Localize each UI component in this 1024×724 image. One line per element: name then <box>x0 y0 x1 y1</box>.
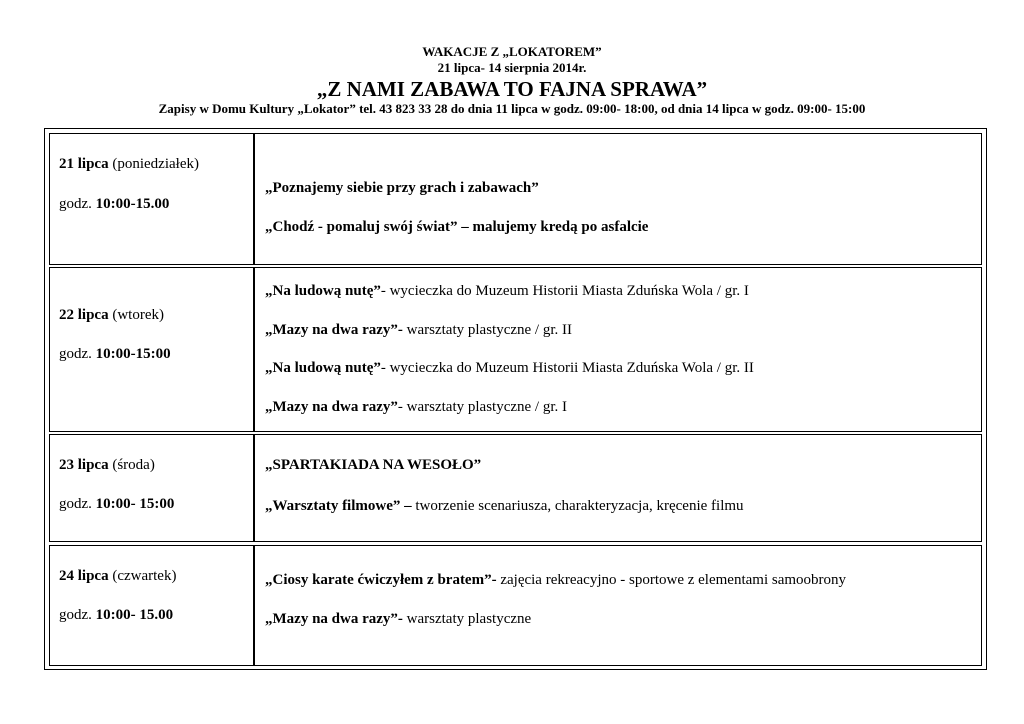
event-description: - warsztaty plastyczne / gr. I <box>397 399 568 415</box>
event-description: warsztaty plastyczne / gr. II <box>402 322 573 338</box>
weekday-label: (wtorek) <box>112 307 164 323</box>
weekday-label: (poniedziałek) <box>112 156 199 172</box>
event-title: „Warsztaty filmowe” – <box>265 498 412 514</box>
event-title: „Chodź - pomaluj swój świat” – malujemy kredą po asfalcie <box>265 219 649 235</box>
hours-value: 10:00-15.00 <box>95 196 170 212</box>
date-cell <box>49 434 254 542</box>
event-description: - wycieczka do Muzeum Historii Miasta Zduńska Wola / gr. I <box>380 283 749 299</box>
table-row <box>45 434 986 542</box>
weekday-label: (czwartek) <box>112 568 177 584</box>
date-label: 21 lipca <box>59 156 109 172</box>
hours-prefix: godz. <box>59 346 92 362</box>
hours-prefix: godz. <box>59 496 92 512</box>
document-header <box>0 44 1024 117</box>
date-line <box>59 156 199 173</box>
hours-value: 10:00- 15:00 <box>95 496 175 512</box>
weekday-label: (środa) <box>112 457 155 473</box>
date-label: 22 lipca <box>59 307 109 323</box>
event-title: „Mazy na dwa razy”- <box>265 322 403 338</box>
hours-line <box>59 346 171 363</box>
event-description: warsztaty plastyczne <box>402 611 532 627</box>
date-line <box>59 568 176 585</box>
hours-line <box>59 496 174 513</box>
event-item <box>265 399 567 416</box>
schedule-table <box>44 128 987 670</box>
date-label: 24 lipca <box>59 568 109 584</box>
event-item <box>265 322 572 339</box>
event-item <box>265 457 481 474</box>
header-line-dates: 21 lipca- 14 sierpnia 2014r. <box>437 60 587 75</box>
event-title: „Mazy na dwa razy” <box>265 399 398 415</box>
event-item <box>265 572 846 589</box>
event-title: „Na ludową nutę” <box>265 360 381 376</box>
hours-value: 10:00- 15.00 <box>95 607 174 623</box>
date-label: 23 lipca <box>59 457 109 473</box>
events-cell <box>254 133 982 265</box>
page-title: „Z NAMI ZABAWA TO FAJNA SPRAWA” <box>316 77 708 101</box>
date-line <box>59 457 155 474</box>
event-title: „Ciosy karate ćwiczyłem z bratem”- <box>265 572 497 588</box>
events-cell <box>254 434 982 542</box>
events-cell <box>254 545 982 666</box>
event-description: zajęcia rekreacyjno - sportowe z elementami samoobrony <box>496 572 847 588</box>
event-item <box>265 611 531 628</box>
hours-value: 10:00-15:00 <box>95 346 171 362</box>
event-title: „SPARTAKIADA NA WESOŁO” <box>265 457 482 473</box>
date-cell <box>49 545 254 666</box>
table-row <box>45 267 986 432</box>
hours-prefix: godz. <box>59 196 92 212</box>
date-line <box>59 307 164 324</box>
date-cell <box>49 267 254 432</box>
hours-line <box>59 196 169 213</box>
header-line-holiday: WAKACJE Z „LOKATOREM” <box>422 44 602 59</box>
header-line-registration: Zapisy w Domu Kultury „Lokator” tel. 43 823 33 28 do dnia 11 lipca w godz. 09:00- 18:00, od dnia 14 lipca w godz. 09:00- 15:00 <box>158 101 866 116</box>
hours-prefix: godz. <box>59 607 92 623</box>
table-row <box>45 133 986 265</box>
event-title: „Poznajemy siebie przy grach i zabawach” <box>265 180 539 196</box>
event-item <box>265 283 749 300</box>
events-cell <box>254 267 982 432</box>
date-cell <box>49 133 254 265</box>
event-description: - wycieczka do Muzeum Historii Miasta Zduńska Wola / gr. II <box>380 360 754 376</box>
event-item <box>265 219 648 236</box>
hours-line <box>59 607 173 624</box>
event-item <box>265 360 754 377</box>
event-title: „Na ludową nutę” <box>265 283 381 299</box>
event-description: tworzenie scenariusza, charakteryzacja, kręcenie filmu <box>411 498 744 514</box>
table-row <box>45 545 986 666</box>
event-title: „Mazy na dwa razy”- <box>265 611 403 627</box>
event-item <box>265 498 744 515</box>
event-item <box>265 180 539 197</box>
